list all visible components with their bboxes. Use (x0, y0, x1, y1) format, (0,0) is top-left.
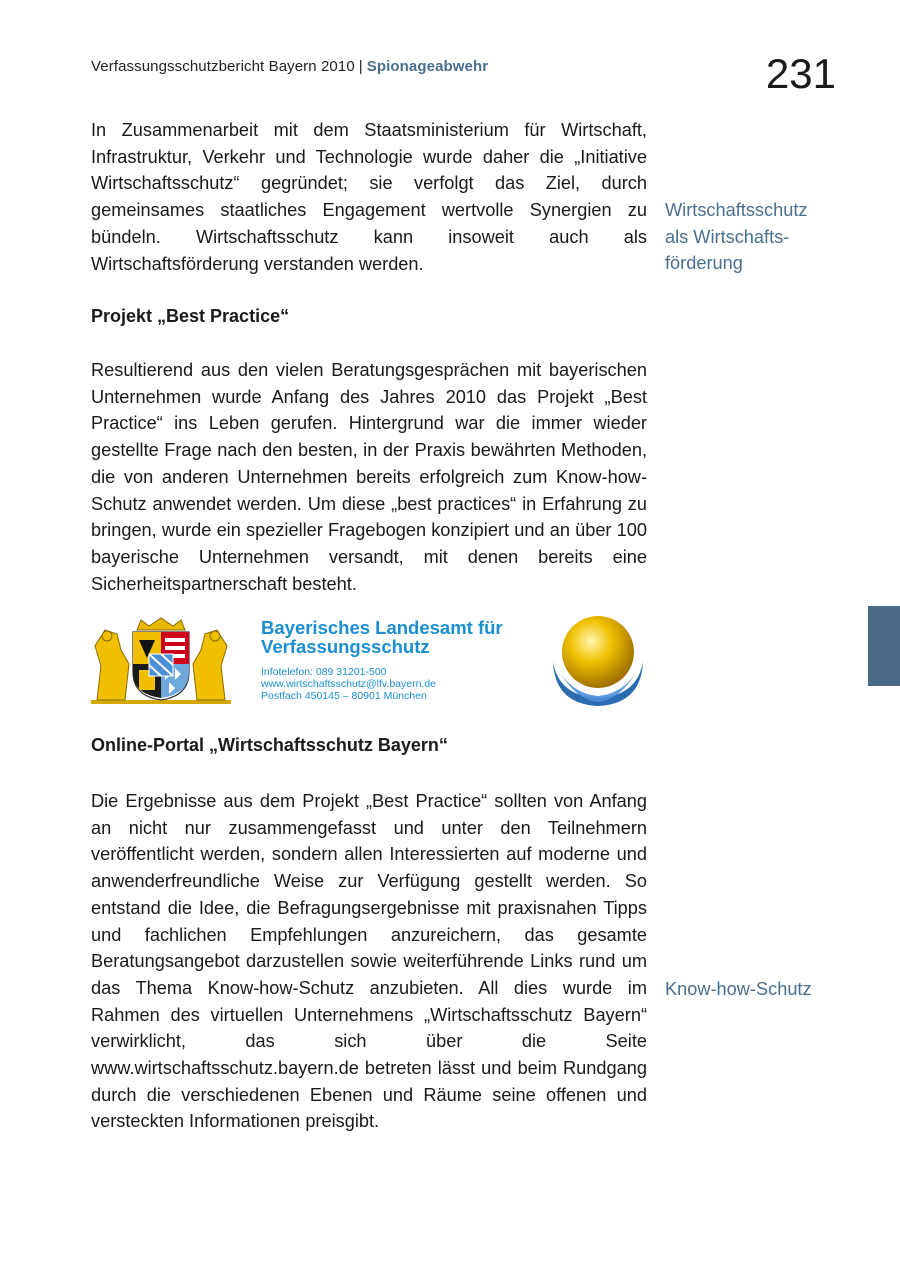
bavarian-coat-of-arms-icon (91, 616, 231, 704)
paragraph-initiative: In Zusammenarbeit mit dem Staatsministerium für Wirtschaft, Infrastruktur, Verkehr und Technologie wurde daher die „Initiative Wirtschaftsschutz“ gegründet; sie verfolgt das Ziel, durch gemeinsames staatliches Engagement wertvolle Synergien zu bündeln. Wirtschaftsschutz kann insoweit auch als Wirtschaftsförderung verstanden werden. (91, 120, 647, 274)
chapter-tab (868, 606, 900, 686)
running-header (91, 58, 488, 75)
agency-address: Postfach 450145 – 80901 München (261, 690, 427, 702)
page-number: 231 (765, 50, 836, 97)
agency-contact (261, 666, 436, 702)
section-title: Spionageabwehr (366, 58, 489, 75)
header-separator: | (358, 58, 363, 75)
agency-phone: Infotelefon: 089 31201-500 (261, 666, 387, 678)
lfv-logo-banner (91, 612, 649, 708)
agency-name: Bayerisches Landesamt für Verfassungsschutz (261, 617, 503, 657)
margin-note-know-how-schutz: Know-how-Schutz (665, 979, 812, 999)
report-title: Verfassungsschutzbericht Bayern 2010 (91, 58, 355, 75)
margin-note-wirtschaftsfoerderung: Wirtschaftsschutz als Wirtschafts- förderung (665, 200, 808, 274)
agency-email: www.wirtschaftsschutz@lfv.bayern.de (261, 678, 437, 690)
heading-best-practice: Projekt „Best Practice“ (91, 306, 290, 326)
heading-online-portal: Online-Portal „Wirtschaftsschutz Bayern“ (91, 735, 448, 755)
paragraph-best-practice: Resultierend aus den vielen Beratungsgesprächen mit bayerischen Unternehmen wurde Anfang des Jahres 2010 das Projekt „Best Practice“ ins Leben gerufen. Hintergrund war die immer wieder gestellte Frage nach den besten, in der Praxis bewährten Methoden, die von anderen Unternehmen bereits erfolgreich zum Know-how-Schutz anwendet werden. Um diese „best practices“ in Erfahrung zu bringen, wurde ein spezieller Fragebogen konzipiert und an über 100 bayerische Unternehmen versandt, mit denen bereits eine Sicherheitspartnerschaft besteht. (91, 360, 647, 594)
paragraph-online-portal: Die Ergebnisse aus dem Projekt „Best Practice“ sollten von Anfang an nicht nur zusammengefasst und unter den Teilnehmern veröffentlicht werden, sondern allen Interessierten auf moderne und anwenderfreundliche Weise zur Verfügung gestellt werden. So entstand die Idee, die Befragungsergebnisse mit praxisnahen Tipps und fachlichen Empfehlungen anzureichern, das gesamte Beratungsangebot darzustellen sowie weiterführende Links rund um das Thema Know-how-Schutz anzubieten. All dies wurde im Rahmen des virtuellen Unternehmens „Wirtschaftsschutz Bayern“ verwirklicht, das sich über die Seite www.wirtschaftsschutz.bayern.de betreten lässt und beim Rundgang durch die verschiedenen Ebenen und Räume seine offenen und versteckten Informationen preisgibt. (91, 791, 647, 1132)
wirtschaftsschutz-globe-icon (547, 612, 649, 708)
